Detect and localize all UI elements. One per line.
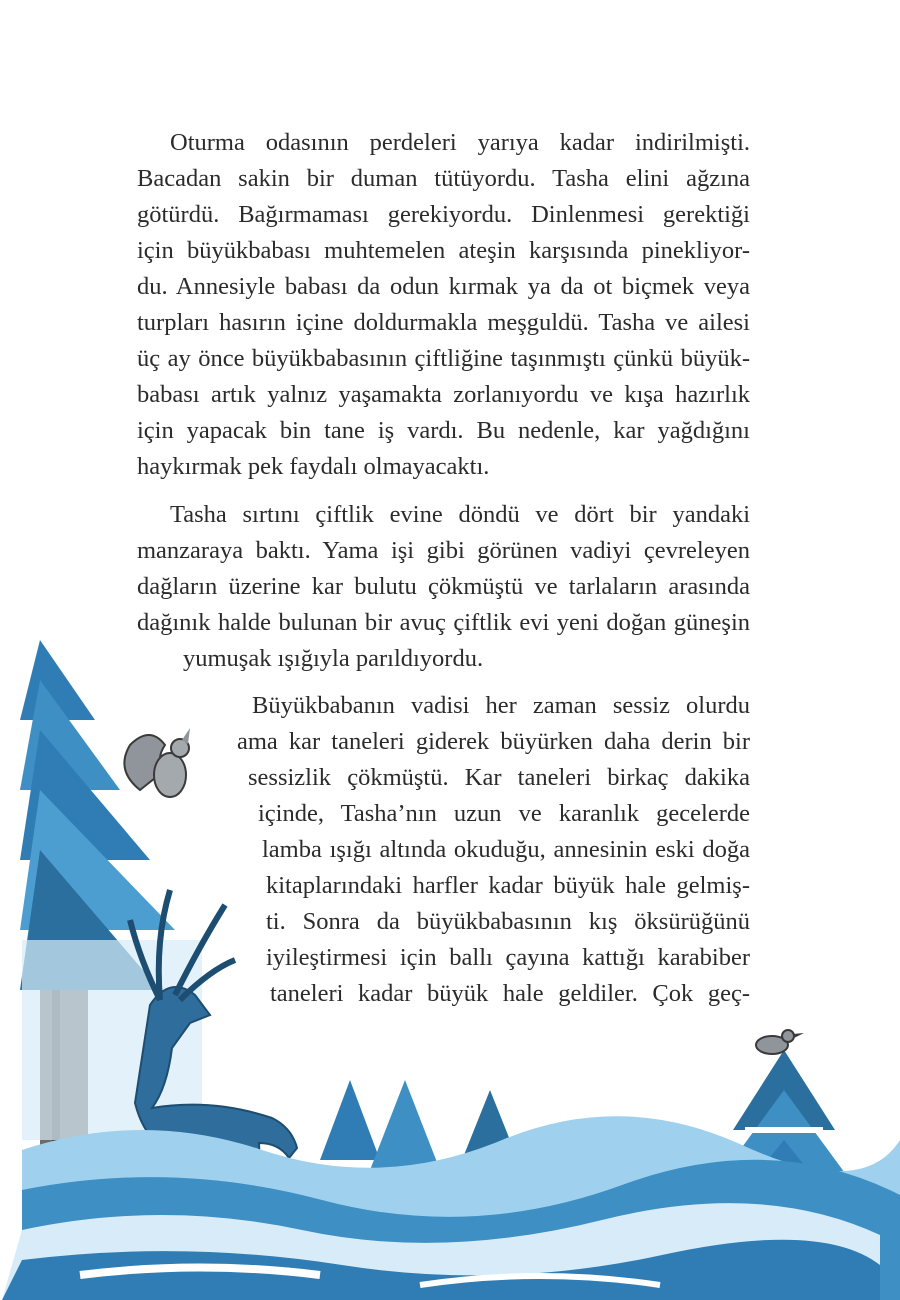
text-line: için büyükbabası muhtemelen ateşin karşısında pinekliyor- [137,237,750,264]
text-line: taneleri kadar büyük hale geldiler. Çok geç- [270,980,750,1007]
text-line: Büyükbabanın vadisi her zaman sessiz olurdu [252,692,750,719]
text-line: babası artık yalnız yaşamakta zorlanıyordu ve kışa hazırlık [137,381,750,408]
squirrel-icon [124,728,190,797]
text-line: sessizlik çökmüştü. Kar taneleri birkaç dakika [248,764,750,791]
text-line: du. Annesiyle babası da odun kırmak ya da ot biçmek veya [137,273,750,300]
text-line: ama kar taneleri giderek büyürken daha derin bir [237,728,750,755]
text-line: yumuşak ışığıyla parıldıyordu. [183,645,484,672]
text-line: lamba ışığı altında okuduğu, annesinin eski doğa [262,836,750,863]
text-line: turpları hasırın içine doldurmakla meşguldü. Tasha ve ailesi [137,309,750,336]
text-line: manzaraya baktı. Yama işi gibi görünen vadiyi çevreleyen [137,537,750,564]
text-line: içinde, Tasha’nın uzun ve karanlık gecelerde [258,800,750,827]
text-line: iyileştirmesi için ballı çayına kattığı karabiber [266,944,750,971]
text-line: dağınık halde bulunan bir avuç çiftlik evi yeni doğan güneşin [137,609,750,636]
bird-icon [756,1030,804,1054]
text-line: Oturma odasının perdeleri yarıya kadar indirilmişti. [170,129,750,156]
text-line: haykırmak pek faydalı olmayacaktı. [137,453,490,480]
text-line: Tasha sırtını çiftlik evine döndü ve dört bir yandaki [170,501,750,528]
text-line: için yapacak bin tane iş vardı. Bu nedenle, kar yağdığını [137,417,750,444]
text-line: götürdü. Bağırmaması gerekiyordu. Dinlenmesi gerektiği [137,201,750,228]
text-line: ti. Sonra da büyükbabasının kış öksürüğünü [266,908,750,935]
text-line: kitaplarındaki harfler kadar büyük hale gelmiş- [266,872,750,899]
text-line: dağların üzerine kar bulutu çökmüştü ve tarlaların arasında [137,573,750,600]
text-line: Bacadan sakin bir duman tütüyordu. Tasha elini ağzına [137,165,750,192]
text-line: üç ay önce büyükbabasının çiftliğine taşınmıştı çünkü büyük- [137,345,750,372]
